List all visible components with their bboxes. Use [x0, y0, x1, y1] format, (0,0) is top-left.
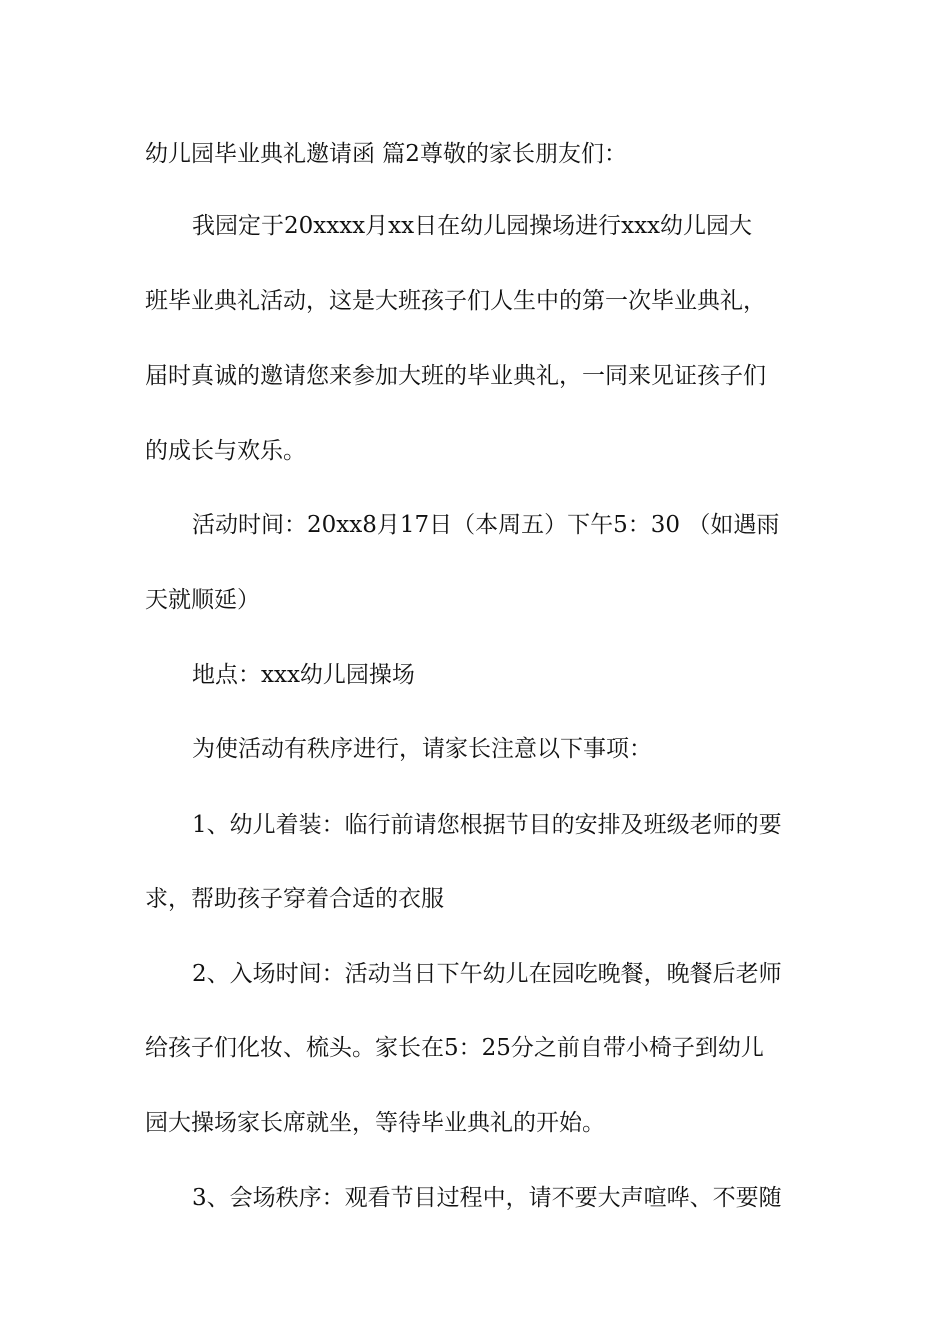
- doc-title-line: 幼儿园毕业典礼邀请函 篇2尊敬的家长朋友们：: [145, 141, 627, 167]
- paragraph-1-line-3: 届时真诚的邀请您来参加大班的毕业典礼，一同来见证孩子们: [145, 363, 766, 389]
- item-2-line-3: 园大操场家长席就坐，等待毕业典礼的开始。: [145, 1110, 605, 1136]
- item-2-line-2: 给孩子们化妆、梳头。家长在5：25分之前自带小椅子到幼儿: [145, 1035, 764, 1061]
- location-line: 地点：xxx幼儿园操场: [192, 662, 415, 688]
- item-2-line-1: 2、入场时间：活动当日下午幼儿在园吃晚餐，晚餐后老师: [192, 961, 782, 987]
- activity-time-line-1: 活动时间：20xx8月17日（本周五）下午5：30 （如遇雨: [192, 512, 780, 538]
- notice-intro-line: 为使活动有秩序进行，请家长注意以下事项：: [192, 736, 652, 762]
- item-1-line-1: 1、幼儿着装：临行前请您根据节目的安排及班级老师的要: [192, 812, 782, 838]
- item-1-line-2: 求，帮助孩子穿着合适的衣服: [145, 886, 444, 912]
- paragraph-1-line-4: 的成长与欢乐。: [145, 438, 306, 464]
- paragraph-1-line-2: 班毕业典礼活动，这是大班孩子们人生中的第一次毕业典礼，: [145, 288, 766, 314]
- paragraph-1-line-1: 我园定于20xxxx月xx日在幼儿园操场进行xxx幼儿园大: [192, 213, 753, 239]
- item-3-line-1: 3、会场秩序：观看节目过程中，请不要大声喧哗、不要随: [192, 1185, 782, 1211]
- activity-time-line-2: 天就顺延）: [145, 587, 260, 613]
